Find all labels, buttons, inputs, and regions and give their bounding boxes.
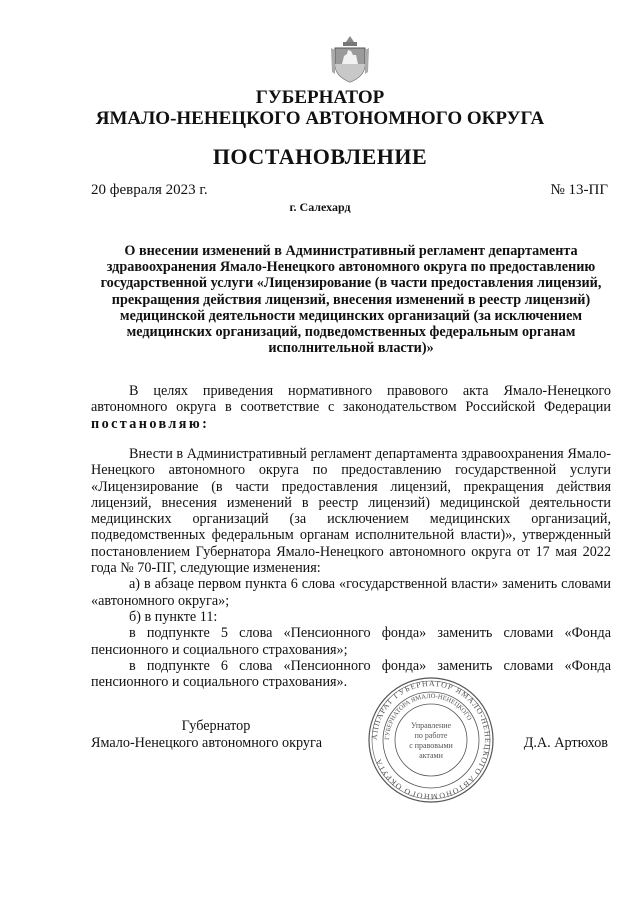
body-paragraph: б) в пункте 11: [129, 608, 218, 625]
document-type-title: ПОСТАНОВЛЕНИЕ [212, 144, 428, 169]
header-region: ЯМАЛО-НЕНЕЦКОГО АВТОНОМНОГО ОКРУГА [95, 108, 545, 129]
stamp-center-line1: Управление [410, 721, 452, 730]
preamble-text: В целях приведения нормативного правового акта Ямало-Ненецкого автономного округа в соответствие с законодательством Российской Федерации [91, 383, 611, 416]
official-stamp [367, 676, 495, 804]
body-paragraph: Внести в Административный регламент департамента здравоохранения Ямало-Ненецкого автономного округа по предоставлению государственной услуги «Лицензирование (в части предоставления лицензий, прекращения действия лицензий, внесения изменений в реестр лицензий) медицинской деятельности медицинских организаций (за исключением медицинских организаций, подведомственных федеральным органам исполнительной власти)», утвержденный постановлением Губернатора Ямало-Ненецкого автономного округа от 17 мая 2022 года № 70-ПГ, следующие изменения: [91, 446, 611, 577]
document-number: № 13-ПГ [550, 182, 608, 198]
stamp-center-line3: с правовыми [409, 741, 453, 750]
stamp-center-line4: актами [419, 751, 443, 760]
signatory-name: Д.А. Артюхов [523, 735, 608, 751]
header-governor: ГУБЕРНАТОР [255, 87, 385, 108]
body-paragraph: в подпункте 6 слова «Пенсионного фонда» заменить словами «Фонда пенсионного и социального страхования». [91, 657, 611, 691]
stamp-center-line2: по работе [414, 731, 448, 740]
decree-word: постановляю: [91, 415, 210, 432]
body-section [91, 446, 611, 690]
body-paragraph: в подпункте 5 слова «Пенсионного фонда» заменить словами «Фонда пенсионного и социального страхования»; [91, 625, 611, 658]
coat-of-arms-emblem [329, 34, 371, 84]
body-paragraph: а) в абзаце первом пункта 6 слова «государственной власти» заменить словами «автономного округа»; [91, 576, 611, 609]
document-city: г. Салехард [289, 200, 351, 214]
document-date: 20 февраля 2023 г. [91, 182, 208, 198]
signatory-title-line1: Губернатор [181, 718, 251, 734]
signatory-title-line2: Ямало-Ненецкого автономного округа [91, 735, 323, 751]
stamp-inner-ring-text: ГУБЕРНАТОРА ЯМАЛО-НЕНЕЦКОГО [383, 692, 473, 741]
document-heading: О внесении изменений в Административный регламент департамента здравоохранения Ямало-Ненецкого автономного округа по предоставлению государственной услуги «Лицензирование (в части предоставления лицензий, прекращения действия лицензий, внесения изменений в реестр лицензий) медицинской деятельности медицинских организаций (за исключением медицинских организаций, подведомственных федеральным органам исполнительной власти)» [100, 243, 602, 357]
stamp-ring-text: АППАРАТ ГУБЕРНАТОР ЯМАЛО-НЕНЕЦКОГО АВТОНОМНОГО ОКРУГА [369, 678, 493, 802]
signatory-title [91, 718, 341, 752]
preamble [91, 383, 611, 432]
